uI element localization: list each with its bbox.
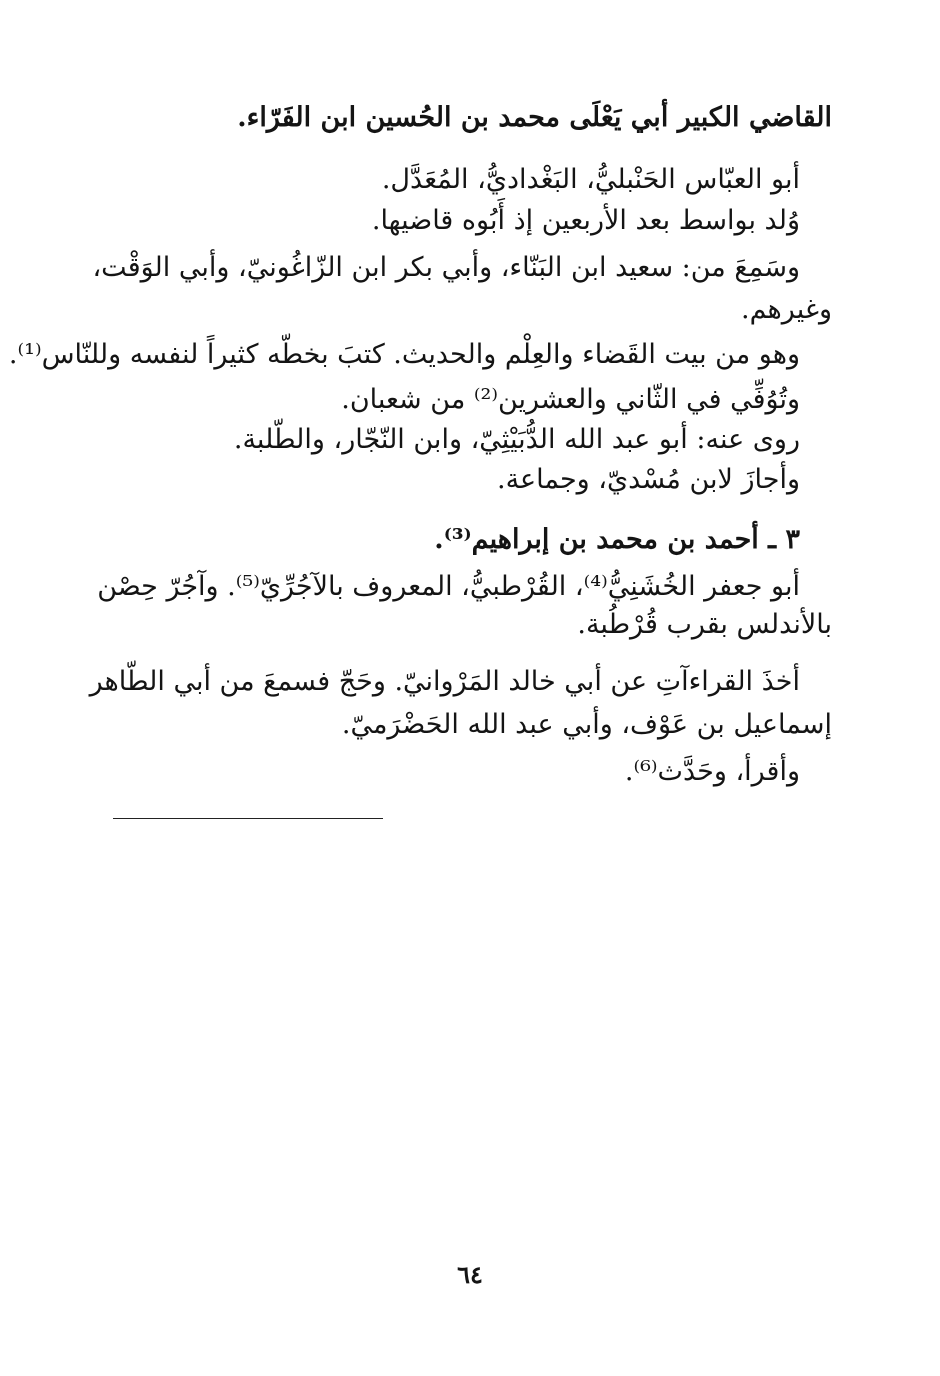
body-line: وُلد بواسط بعد الأربعين إذ أَبُوه قاضيها.	[371, 205, 800, 236]
entry-heading-continuation: القاضي الكبير أبي يَعْلَى محمد بن الحُسين ابن الفَرّاء.	[237, 102, 832, 133]
body-line: إسماعيل بن عَوْف، وأبي عبد الله الحَضْرَميّ.	[341, 709, 832, 740]
body-line: وأقرأ، وحَدَّث⁽⁶⁾.	[624, 756, 800, 787]
page-number: ٦٤	[457, 1260, 483, 1289]
body-line: بالأندلس بقرب قُرْطُبة.	[577, 609, 832, 640]
body-line: وتُوُفِّي في الثّاني والعشرين⁽²⁾ من شعبان.	[341, 384, 800, 415]
body-line: وأجازَ لابن مُسْديّ، وجماعة.	[496, 464, 800, 495]
body-line: وسَمِعَ من: سعيد ابن البَنّاء، وأبي بكر ابن الزّاغُونيّ، وأبي الوَقْت،	[92, 252, 800, 283]
body-line: وهو من بيت القَضاء والعِلْم والحديث. كتبَ بخطّه كثيراً لنفسه وللنّاس⁽¹⁾.	[8, 339, 800, 370]
body-line: وغيرهم.	[741, 294, 832, 325]
body-line: روى عنه: أبو عبد الله الدُّبَيْثِيّ، وابن النّجّار، والطّلبة.	[233, 424, 800, 455]
footnote-separator	[113, 818, 383, 819]
body-line: أخذَ القراءآتِ عن أبي خالد المَرْوانيّ. وحَجّ فسمعَ من أبي الطّاهر	[89, 666, 800, 697]
entry-heading: ٣ ـ أحمد بن محمد بن إبراهيم⁽³⁾.	[434, 524, 800, 555]
body-line: أبو جعفر الخُشَنِيُّ⁽⁴⁾، القُرْطبيُّ، المعروف بالآجُرِّيّ⁽⁵⁾. وآجُرّ حِصْن	[97, 571, 800, 602]
body-line: أبو العبّاس الحَنْبليُّ، البَغْداديُّ، المُعَدَّل.	[381, 164, 800, 195]
